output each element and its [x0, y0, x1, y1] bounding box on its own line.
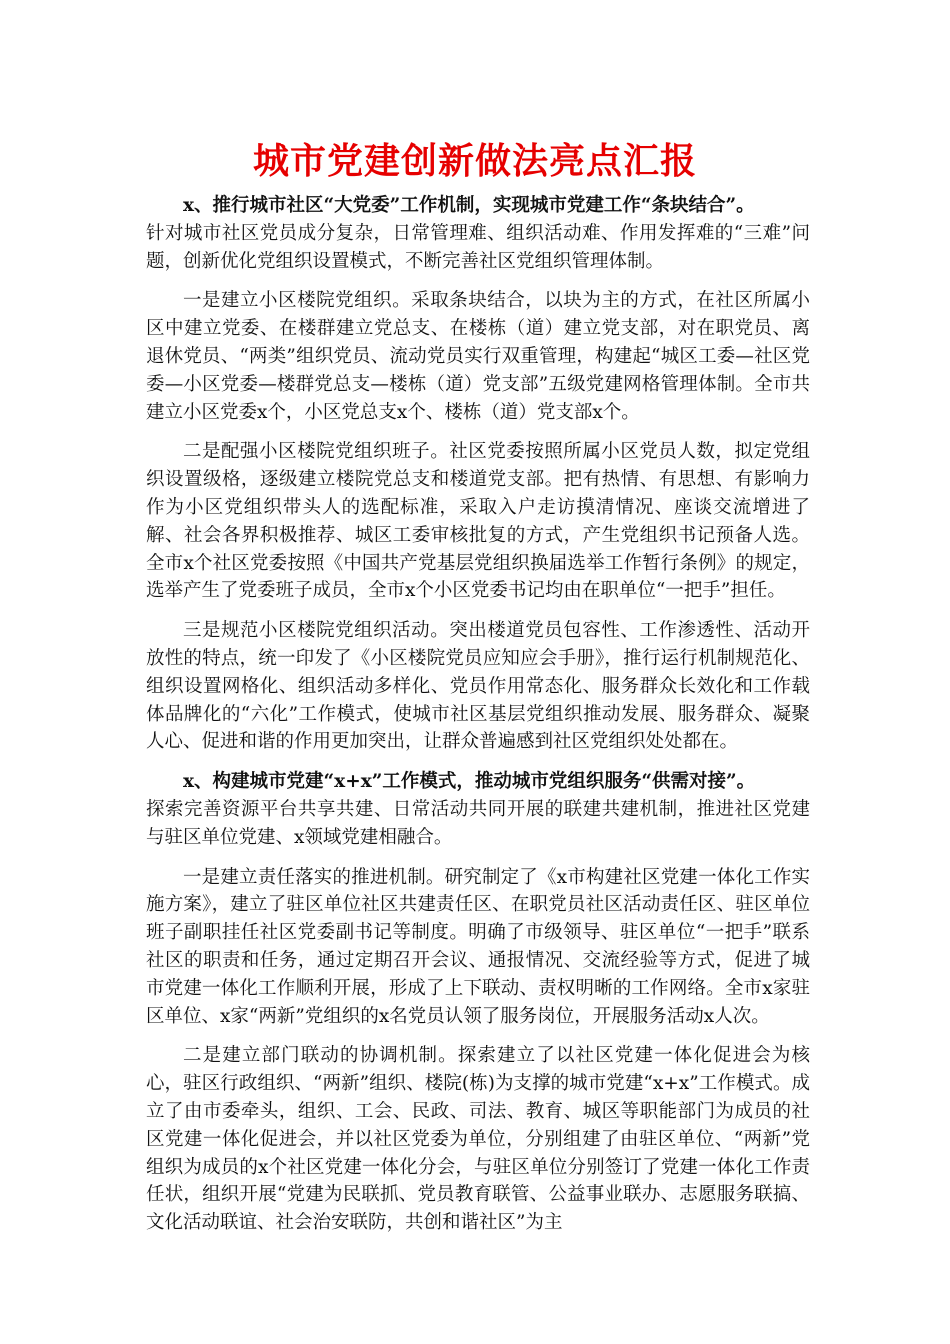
section-intro: 探索完善资源平台共享共建、日常活动共同开展的联建共建机制，推进社区党建与驻区单位党建、x领域党建相融合。 [146, 798, 810, 848]
body-paragraph: 三是规范小区楼院党组织活动。突出楼道党员包容性、工作渗透性、活动开放性的特点，统一印发了《小区楼院党员应知应会手册》，推行运行机制规范化、组织设置网格化、组织活动多样化、党员作用常态化、服务群众长效化和工作载体品牌化的“六化”工作模式，使城市社区基层党组织推动发展、服务群众、凝聚人心、促进和谐的作用更加突出，让群众普遍感到社区党组织处处都在。 [146, 620, 810, 753]
section-heading: x、推行城市社区“大党委”工作机制，实现城市党建工作“条块结合”。 [183, 195, 755, 216]
body-paragraph: 二是配强小区楼院党组织班子。社区党委按照所属小区党员人数，拟定党组织设置级格，逐级建立楼院党总支和楼道党支部。把有热情、有思想、有影响力作为小区党组织带头人的选配标准，采取入户走访摸清情况、座谈交流增进了解、社会各界积极推荐、城区工委审核批复的方式，产生党组织书记预备人选。全市x个社区党委按照《中国共产党基层党组织换届选举工作暂行条例》的规定，选举产生了党委班子成员，全市x个小区党委书记均由在职单位“一把手”担任。 [146, 441, 810, 602]
document-body [146, 192, 810, 1249]
document-title: 城市党建创新做法亮点汇报 [252, 140, 697, 182]
section-heading: x、构建城市党建“x+x”工作模式，推动城市党组织服务“供需对接”。 [183, 771, 756, 793]
section-intro: 针对城市社区党员成分复杂，日常管理难、组织活动难、作用发挥难的“三难”问题，创新优化党组织设置模式，不断完善社区党组织管理体制。 [146, 222, 810, 272]
body-paragraph: 二是建立部门联动的协调机制。探索建立了以社区党建一体化促进会为核心，驻区行政组织、“两新”组织、楼院(栋)为支撑的城市党建“x+x”工作模式。成立了由市委牵头，组织、工会、民政、司法、教育、城区等职能部门为成员的社区党建一体化促进会，并以社区党委为单位，分别组建了由驻区单位、“两新”党组织为成员的x个社区党建一体化分会，与驻区单位分别签订了党建一体化工作责任状，组织开展“党建为民联抓、党员教育联管、公益事业联办、志愿服务联搞、文化活动联谊、社会治安联防，共创和谐社区”为主 [146, 1045, 810, 1234]
body-paragraph: 一是建立责任落实的推进机制。研究制定了《x市构建社区党建一体化工作实施方案》，建立了驻区单位社区共建责任区、在职党员社区活动责任区、驻区单位班子副职挂任社区党委副书记等制度。明确了市级领导、驻区单位“一把手”联系社区的职责和任务，通过定期召开会议、通报情况、交流经验等方式，促进了城市党建一体化工作顺利开展，形成了上下联动、责权明晰的工作网络。全市x家驻区单位、x家“两新”党组织的x名党员认领了服务岗位，开展服务活动x人次。 [146, 866, 810, 1027]
body-paragraph: 一是建立小区楼院党组织。采取条块结合，以块为主的方式，在社区所属小区中建立党委、在楼群建立党总支、在楼栋（道）建立党支部，对在职党员、离退休党员、“两类”组织党员、流动党员实行双重管理，构建起“城区工委—社区党委—小区党委—楼群党总支—楼栋（道）党支部”五级党建网格管理体制。全市共建立小区党委x个，小区党总支x个、楼栋（道）党支部x个。 [146, 290, 810, 423]
